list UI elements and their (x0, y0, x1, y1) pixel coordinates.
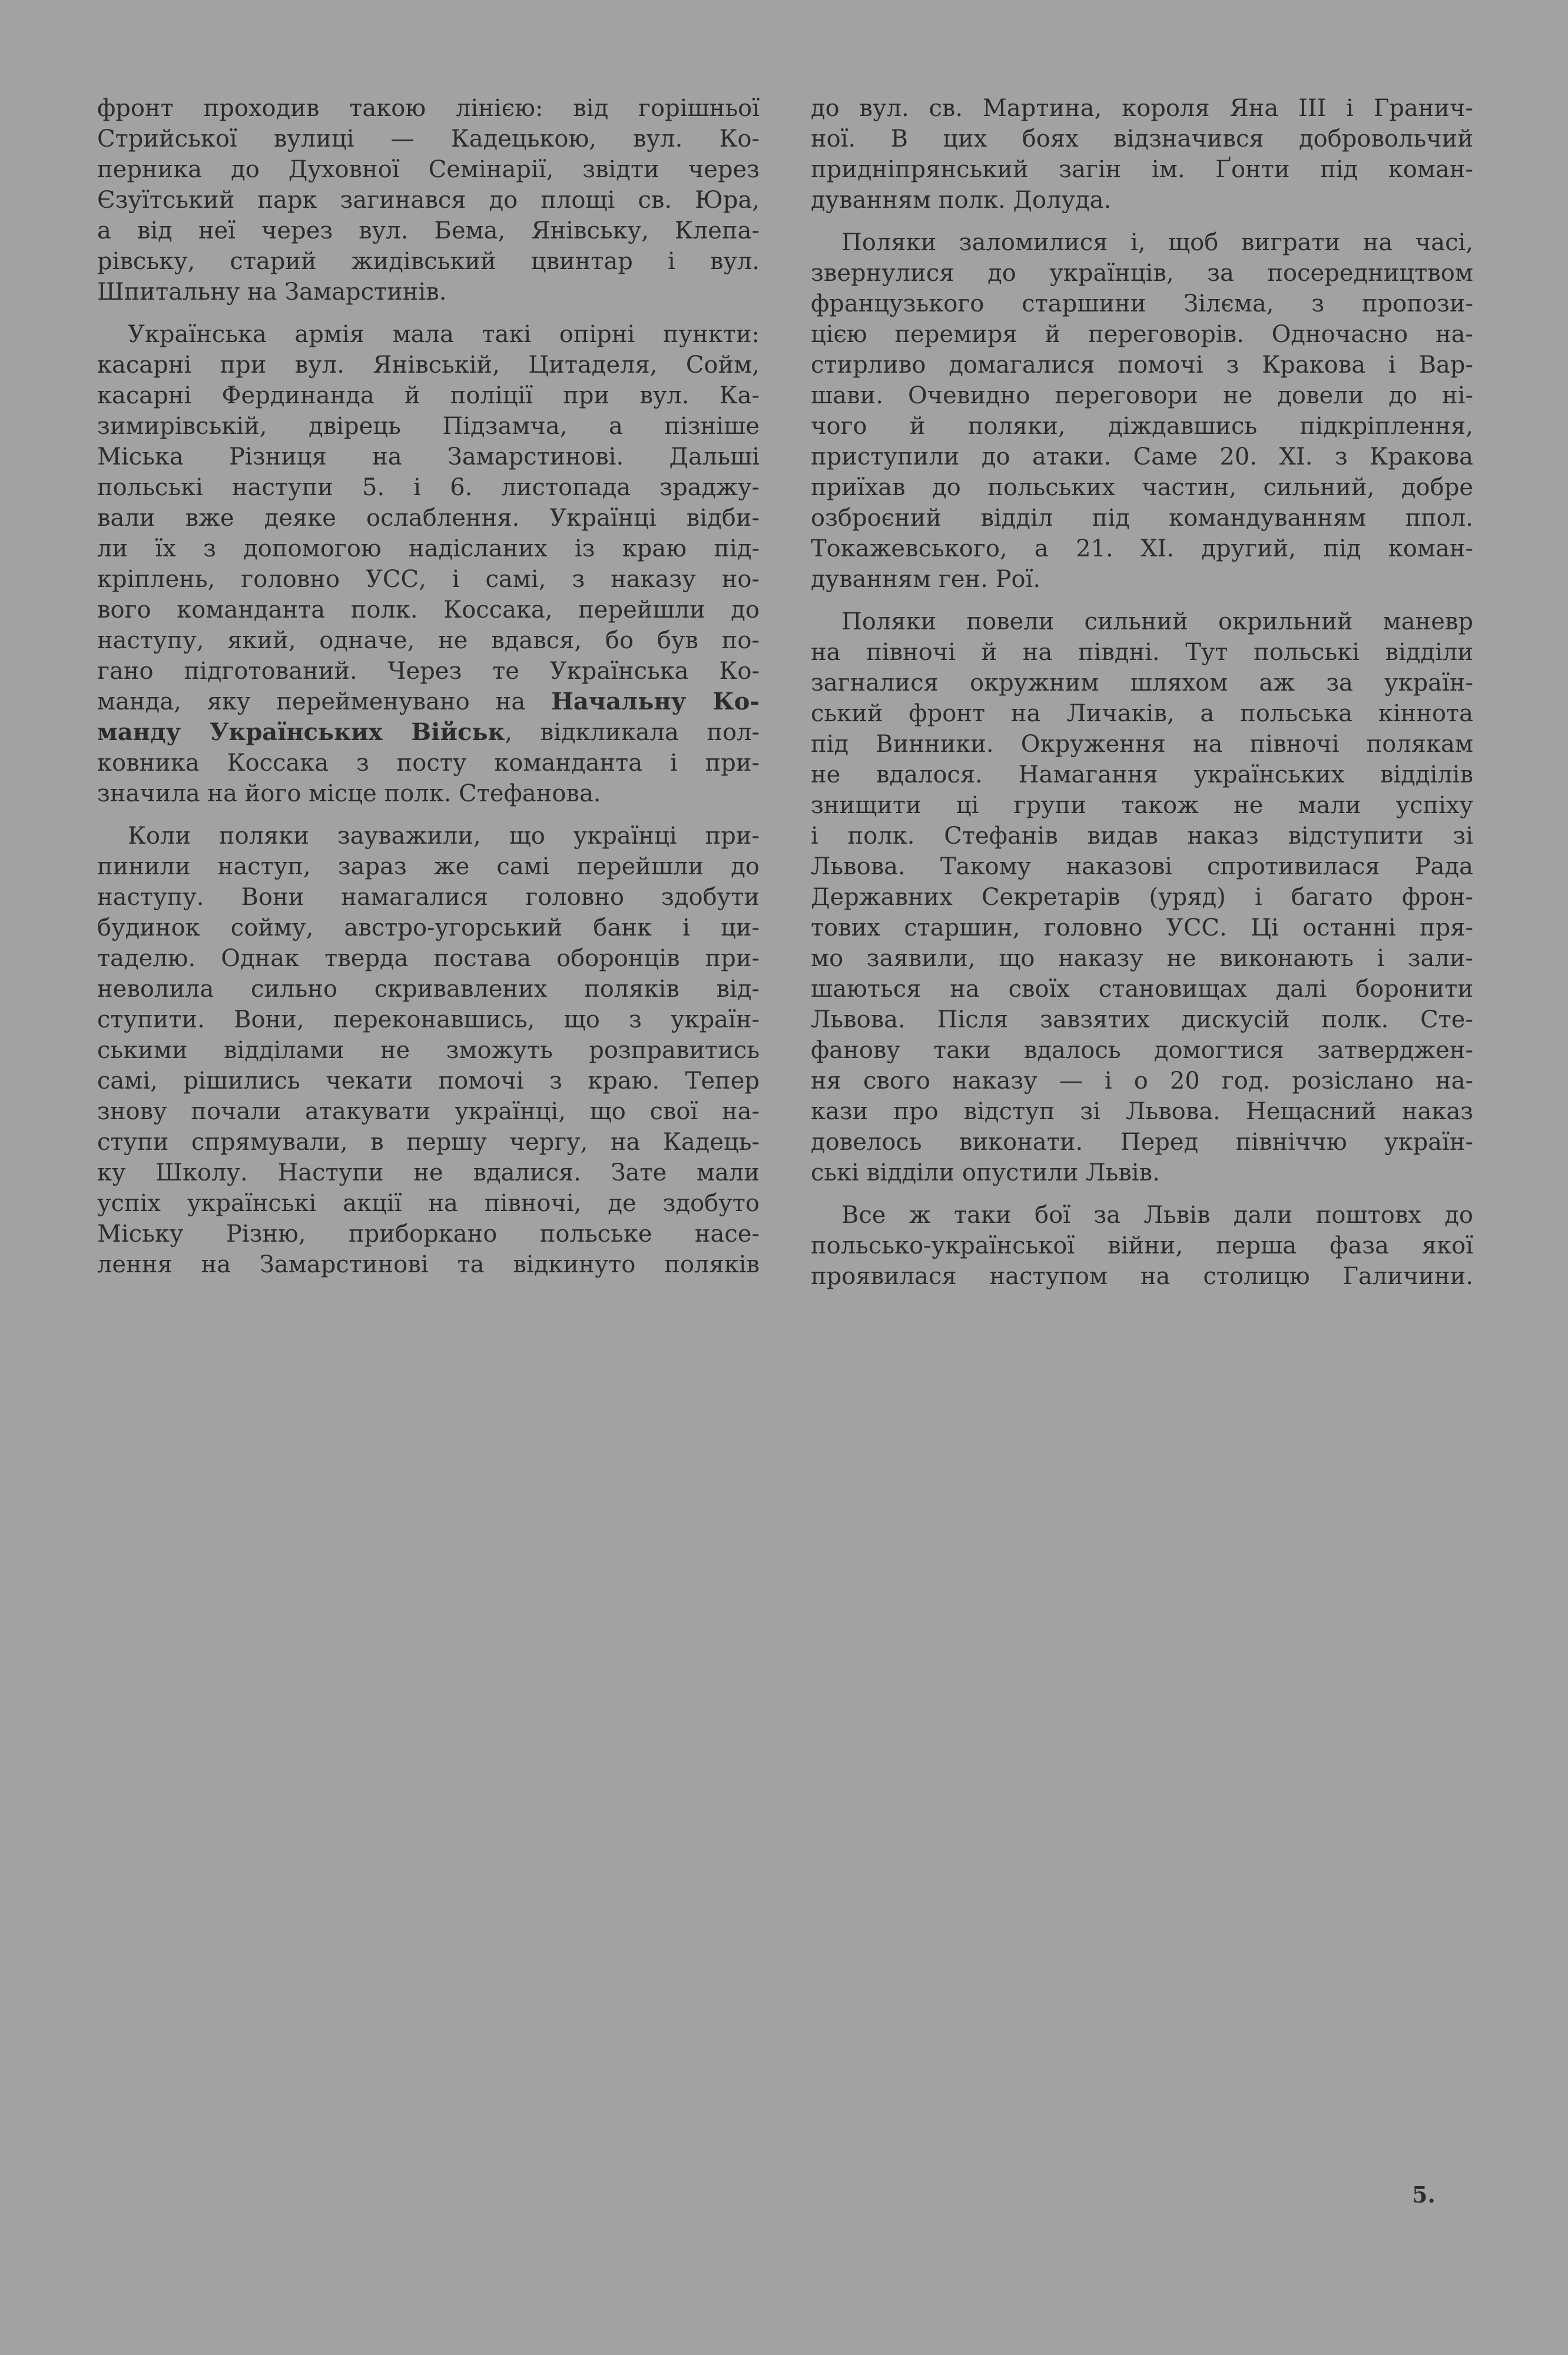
text-line: касарні Фердинанда й поліції при вул. Ка- (97, 382, 760, 409)
text-line: озброєний відділ під командуванням ппол. (811, 505, 1473, 532)
text-line: не вдалося. Намагання українських відділів (811, 761, 1473, 788)
text-line: Львова. Після завзятих дискусій полк. Сте- (811, 1006, 1473, 1033)
text-line: зимирівській, двірець Підзамча, а пізніше (97, 413, 760, 440)
text-line: лення на Замарстинові та відкинуто поляків (97, 1251, 760, 1278)
text-line (97, 717, 760, 748)
text-line: придніпрянський загін ім. Ґонти під коман- (811, 156, 1473, 183)
text-line: знову почали атакувати українці, що свої на- (97, 1098, 760, 1125)
text-line: пинили наступ, зараз же самі перейшли до (97, 853, 760, 880)
bold-text: Начальну Ко- (551, 688, 760, 715)
paragraph (811, 606, 1473, 1188)
right-column (811, 93, 1473, 1303)
text-line: ли їх з допомогою надісланих із краю під- (97, 535, 760, 562)
text-line: під Винники. Окруження на півночі полякам (811, 731, 1473, 758)
text-line: мо заявили, що наказу не виконають і зали- (811, 945, 1473, 972)
text-line: французького старшини Зілєма, з пропози- (811, 290, 1473, 317)
text-line: ські відділи опустили Львів. (811, 1159, 1160, 1186)
text-line: самі, рішились чекати помочі з краю. Тепер (97, 1067, 760, 1094)
text-line: вали вже деяке ослаблення. Українці відби- (97, 505, 760, 532)
text-line: до вул. св. Мартина, короля Яна III і Гранич- (811, 95, 1473, 122)
text-line: Львова. Такому наказові спротивилася Рада (811, 853, 1473, 880)
paragraph (811, 93, 1473, 215)
left-column (97, 93, 760, 1292)
text-line: шаються на своїх становищах далі боронити (811, 976, 1473, 1003)
text-line: Токажевського, а 21. XI. другий, під коман- (811, 535, 1473, 562)
text-line: успіх українські акції на півночі, де здобуто (97, 1190, 760, 1217)
text-line: приїхав до польських частин, сильний, добре (811, 474, 1473, 501)
text-line: Все ж таки бої за Львів дали поштовх до (841, 1202, 1473, 1229)
paragraph (97, 319, 760, 809)
text-line: перника до Духовної Семінарії, звідти через (97, 156, 760, 183)
text-segment: манда, яку перейменувано на (97, 688, 552, 715)
text-line: вого команданта полк. Коссака, перейшли до (97, 596, 760, 623)
text-line: цією перемиря й переговорів. Одночасно на- (811, 321, 1473, 348)
text-line: чого й поляки, діждавшись підкріплення, (811, 413, 1473, 440)
text-line: рівську, старий жидівський цвинтар і вул. (97, 248, 760, 275)
paragraph (97, 821, 760, 1280)
text-line: знищити ці групи також не мали успіху (811, 792, 1473, 819)
paragraph (811, 1200, 1473, 1292)
text-line: наступу, який, одначе, не вдався, бо був по- (97, 627, 760, 654)
text-line: Поляки заломилися і, щоб виграти на часі, (841, 229, 1473, 256)
page-number: 5. (1412, 2181, 1436, 2208)
text-line: приступили до атаки. Саме 20. XI. з Кракова (811, 443, 1473, 470)
text-line: ня свого наказу — і о 20 год. розіслано на- (811, 1067, 1473, 1094)
paragraph (811, 227, 1473, 595)
text-line: Міська Різниця на Замарстинові. Дальші (97, 443, 760, 470)
text-line: Коли поляки зауважили, що українці при- (128, 822, 760, 850)
text-line: Міську Різню, приборкано польське насе- (97, 1220, 760, 1248)
text-line: польські наступи 5. і 6. листопада зраджу- (97, 474, 760, 501)
text-line: на півночі й на півдні. Тут польські відділи (811, 639, 1473, 666)
text-line: ськими відділами не зможуть розправитись (97, 1037, 760, 1064)
paragraph (97, 93, 760, 307)
text-line: фанову таки вдалось домогтися затверджен- (811, 1037, 1473, 1064)
text-line: загналися окружним шляхом аж за україн- (811, 669, 1473, 696)
text-line: дуванням ген. Рої. (811, 566, 1041, 593)
text-line: Державних Секретарів (уряд) і багато фрон- (811, 884, 1473, 911)
text-line: довелось виконати. Перед північчю україн- (811, 1129, 1473, 1156)
text-line: таделю. Однак тверда постава оборонців при- (97, 945, 760, 972)
text-line: ку Школу. Наступи не вдалися. Зате мали (97, 1159, 760, 1186)
text-line: ковника Коссака з посту команданта і при- (97, 749, 760, 777)
text-line: і полк. Стефанів видав наказ відступити зі (811, 822, 1473, 850)
text-line: ступи спрямували, в першу чергу, на Кадець- (97, 1129, 760, 1156)
text-line: Шпитальну на Замарстинів. (97, 278, 447, 306)
text-line: Єзуїтський парк загинався до площі св. Юра, (97, 187, 760, 214)
text-line: неволила сильно скривавлених поляків від- (97, 976, 760, 1003)
text-line: кази про відступ зі Львова. Нещасний наказ (811, 1098, 1473, 1125)
text-line: а від неї через вул. Бема, Янівську, Клепа- (97, 217, 760, 244)
text-line: кріплень, головно УСС, і самі, з наказу но- (97, 566, 760, 593)
text-line: ступити. Вони, переконавшись, що з україн- (97, 1006, 760, 1033)
text-line: дуванням полк. Долуда. (811, 187, 1112, 214)
text-line: наступу. Вони намагалися головно здобути (97, 884, 760, 911)
text-line: стирливо домагалися помочі з Кракова і Вар- (811, 351, 1473, 379)
bold-text: манду Українських Військ (97, 718, 505, 746)
text-line: фронт проходив такою лінією: від горішньої (97, 95, 760, 122)
text-line: тових старшин, головно УСС. Ці останні пря- (811, 914, 1473, 941)
text-line (97, 686, 760, 717)
text-line: значила на його місце полк. Стефанова. (97, 780, 601, 807)
text-segment: , відкликала пол- (505, 719, 760, 746)
text-line: Українська армія мала такі опірні пункти: (128, 321, 760, 348)
text-line: проявилася наступом на столицю Галичини. (811, 1263, 1473, 1290)
text-line: ної. В цих боях відзначився добровольчий (811, 125, 1473, 152)
text-line: будинок сойму, австро-угорський банк і ци- (97, 914, 760, 941)
text-line: звернулися до українців, за посередництвом (811, 260, 1473, 287)
text-line: Стрийської вулиці — Кадецькою, вул. Ко- (97, 125, 760, 152)
text-line: Поляки повели сильний окрильний маневр (841, 608, 1473, 635)
text-line: касарні при вул. Янівській, Цитаделя, Сойм, (97, 351, 760, 379)
text-line: шави. Очевидно переговори не довели до ні- (811, 382, 1473, 409)
text-line: ський фронт на Личаків, а польська кіннота (811, 700, 1473, 727)
text-line: гано підготований. Через те Українська Ко- (97, 658, 760, 685)
text-line: польсько-української війни, перша фаза якої (811, 1232, 1473, 1259)
